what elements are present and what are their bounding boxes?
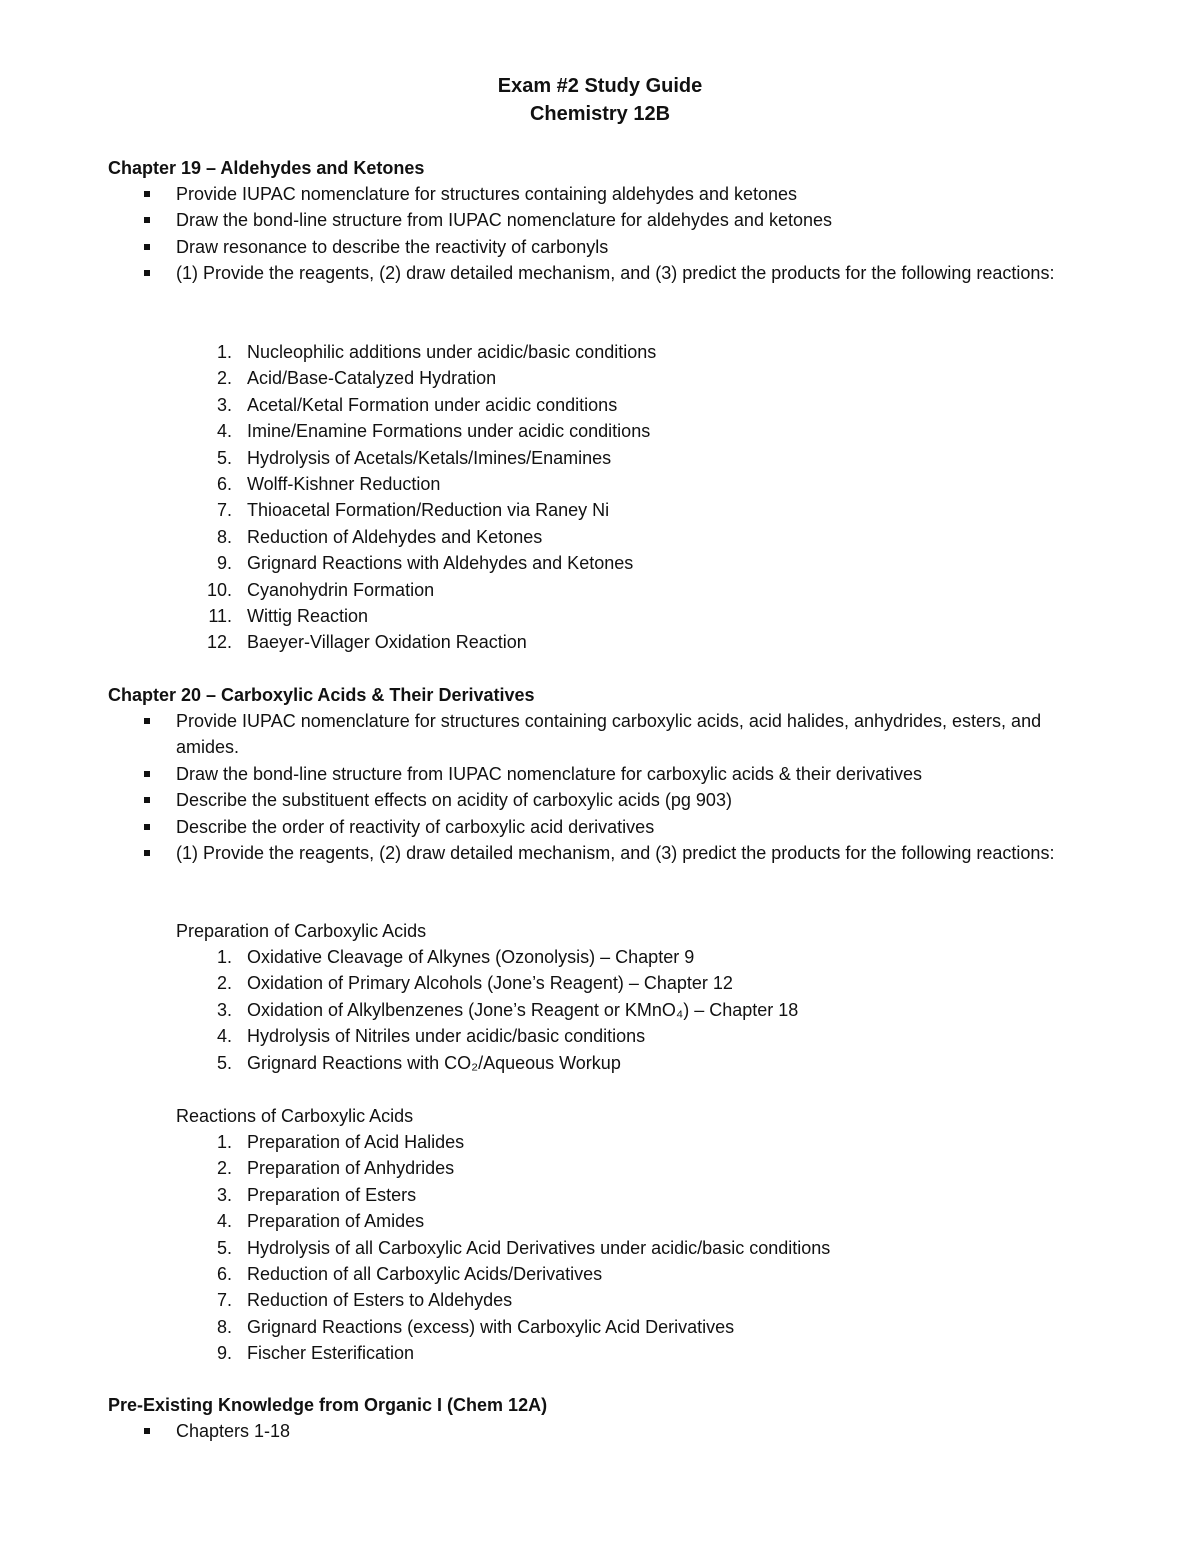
list-item: 7. Thioacetal Formation/Reduction via Raney Ni	[216, 500, 610, 521]
list-item: 11. Wittig Reaction	[208, 606, 369, 627]
list-item: 2. Acid/Base-Catalyzed Hydration	[216, 368, 497, 389]
list-item: 1. Preparation of Acid Halides	[216, 1132, 465, 1152]
title-block	[0, 72, 1200, 128]
list-item: 4. Preparation of Amides	[216, 1211, 425, 1232]
list-item: 8. Grignard Reactions (excess) with Carboxylic Acid Derivatives	[216, 1316, 735, 1337]
bullet-item: Describe the order of reactivity of carboxylic acid derivatives	[108, 814, 1108, 840]
chapter-20-heading: Chapter 20 – Carboxylic Acids & Their Derivatives	[108, 685, 535, 705]
bullet-item: Chapters 1-18	[108, 1418, 1108, 1444]
bullet-item: Draw the bond-line structure from IUPAC nomenclature for aldehydes and ketones	[108, 207, 1108, 233]
chapter-19-heading: Chapter 19 – Aldehydes and Ketones	[108, 158, 425, 178]
list-item: 2. Preparation of Anhydrides	[216, 1158, 455, 1179]
preparation-list	[176, 944, 798, 1076]
list-item: 9. Grignard Reactions with Aldehydes and Ketones	[216, 553, 634, 574]
list-item: 5. Grignard Reactions with CO₂/Aqueous Workup	[216, 1052, 621, 1073]
bullet-item: Draw resonance to describe the reactivity of carbonyls	[108, 234, 1108, 260]
chapter-19-reactions-list	[176, 339, 656, 656]
list-item: 6. Wolff-Kishner Reduction	[216, 474, 441, 495]
bullet-item: Provide IUPAC nomenclature for structures containing carboxylic acids, acid halides, anhydrides, esters, and amides.	[108, 708, 1108, 761]
list-item: 10. Cyanohydrin Formation	[206, 579, 435, 600]
reactions-list	[176, 1129, 830, 1367]
list-item: 1. Oxidative Cleavage of Alkynes (Ozonolysis) – Chapter 9	[216, 947, 695, 967]
list-item: 8. Reduction of Aldehydes and Ketones	[216, 526, 543, 547]
bullet-item: Draw the bond-line structure from IUPAC nomenclature for carboxylic acids & their derivatives	[108, 761, 1108, 787]
pre-existing-heading: Pre-Existing Knowledge from Organic I (Chem 12A)	[108, 1395, 548, 1415]
bullet-item: Provide IUPAC nomenclature for structures containing aldehydes and ketones	[108, 181, 1108, 207]
list-item: 2. Oxidation of Primary Alcohols (Jone’s Reagent) – Chapter 12	[216, 973, 733, 994]
bullet-item: (1) Provide the reagents, (2) draw detailed mechanism, and (3) predict the products for the following reactions:	[108, 840, 1108, 866]
list-item: 7. Reduction of Esters to Aldehydes	[216, 1290, 513, 1311]
list-item: 5. Hydrolysis of Acetals/Ketals/Imines/Enamines	[216, 447, 612, 468]
document-title: Exam #2 Study Guide	[497, 75, 703, 97]
list-item: 4. Hydrolysis of Nitriles under acidic/basic conditions	[216, 1026, 646, 1047]
reactions-label: Reactions of Carboxylic Acids	[176, 1106, 414, 1126]
preparation-label: Preparation of Carboxylic Acids	[176, 921, 427, 941]
bullet-item: Describe the substituent effects on acidity of carboxylic acids (pg 903)	[108, 787, 1108, 813]
list-item: 6. Reduction of all Carboxylic Acids/Derivatives	[216, 1264, 603, 1285]
list-item: 3. Oxidation of Alkylbenzenes (Jone’s Reagent or KMnO₄) – Chapter 18	[216, 999, 799, 1020]
bullet-item: (1) Provide the reagents, (2) draw detailed mechanism, and (3) predict the products for the following reactions:	[108, 260, 1108, 286]
list-item: 5. Hydrolysis of all Carboxylic Acid Derivatives under acidic/basic conditions	[216, 1237, 831, 1258]
list-item: 9. Fischer Esterification	[216, 1343, 415, 1364]
chapter-19-bullets	[108, 181, 1108, 287]
list-item: 12. Baeyer-Villager Oxidation Reaction	[206, 632, 527, 653]
list-item: 3. Preparation of Esters	[216, 1184, 417, 1205]
pre-existing-bullets	[108, 1418, 1108, 1444]
list-item: 3. Acetal/Ketal Formation under acidic conditions	[216, 394, 618, 415]
list-item: 4. Imine/Enamine Formations under acidic conditions	[216, 421, 651, 442]
chapter-20-bullets	[108, 708, 1108, 866]
list-item: 1. Nucleophilic additions under acidic/basic conditions	[216, 342, 657, 362]
document-subtitle: Chemistry 12B	[529, 103, 671, 125]
